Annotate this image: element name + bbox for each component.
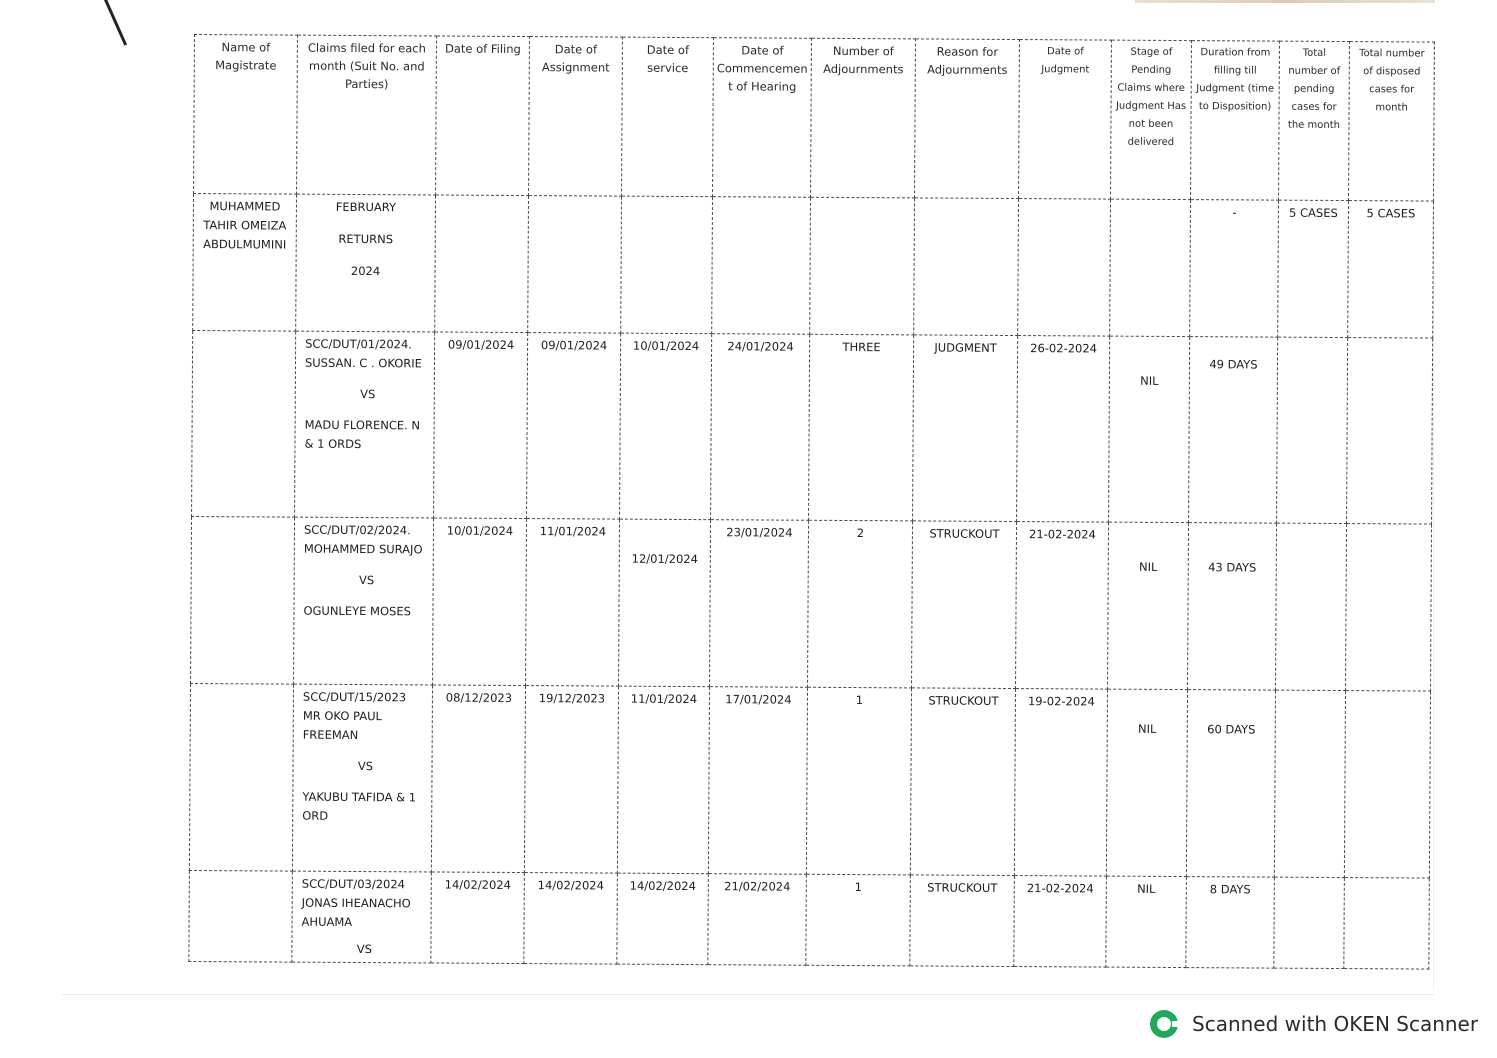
empty-cell	[1344, 691, 1430, 879]
empty-cell	[1344, 878, 1430, 970]
header-date-commencement: Date of Commencement of Hearing	[713, 38, 812, 198]
versus-label: VS	[360, 387, 376, 402]
date-service: 14/02/2024	[617, 873, 709, 965]
num-adjournments: 2	[808, 520, 913, 688]
date-assignment: 09/01/2024	[527, 333, 621, 520]
claimant: JONAS IHEANACHO AHUAMA	[301, 895, 411, 929]
magistrate-name: MUHAMMED TAHIR OMEIZA ABDULMUMINI	[193, 194, 297, 332]
table-row	[192, 330, 1433, 524]
header-date-filing: Date of Filing	[436, 36, 530, 196]
empty-cell	[712, 197, 811, 335]
pen-mark	[104, 0, 127, 46]
header-claims: Claims filed for each month (Suit No. and Parties)	[297, 35, 437, 195]
stage-pending: NIL	[1106, 876, 1187, 967]
header-magistrate: Name of Magistrate	[194, 35, 298, 195]
empty-cell	[528, 196, 622, 334]
defendant: OGUNLEYE MOSES	[303, 603, 411, 619]
num-adjournments: 1	[806, 687, 911, 875]
empty-cell	[914, 198, 1019, 336]
header-date-assignment: Date of Assignment	[529, 37, 623, 197]
date-commencement: 24/01/2024	[711, 334, 810, 521]
empty-cell	[1276, 523, 1347, 690]
suit-number: SCC/DUT/15/2023	[302, 689, 407, 705]
date-filing: 14/02/2024	[431, 872, 525, 964]
reason-adjournments: JUDGMENT	[913, 335, 1018, 522]
date-assignment: 19/12/2023	[524, 686, 618, 874]
empty-cell	[810, 197, 915, 335]
duration-value: 8 DAYS	[1186, 877, 1275, 969]
magistrate-row	[193, 194, 1434, 339]
month-label-cell	[296, 194, 436, 332]
header-total-pending: Total number of pending cases for the month	[1279, 41, 1350, 200]
claimant: MOHAMMED SURAJO	[303, 541, 423, 557]
empty-cell	[1274, 877, 1345, 968]
num-adjournments: THREE	[809, 334, 914, 521]
date-service: 10/01/2024	[620, 333, 712, 520]
table-row	[191, 516, 1432, 691]
duration-value: 49 DAYS	[1189, 337, 1278, 524]
header-stage-pending: Stage of Pending Claims where Judgment Has not been delivered	[1111, 40, 1192, 199]
empty-cell	[1346, 524, 1432, 692]
page-bottom-line	[62, 994, 1434, 995]
total-disposed-value: 5 CASES	[1348, 201, 1434, 339]
empty-cell	[192, 330, 296, 517]
header-total-disposed: Total number of disposed cases for month	[1349, 42, 1435, 202]
header-date-service: Date of service	[622, 37, 714, 197]
date-filing: 10/01/2024	[433, 518, 527, 686]
empty-cell	[1347, 338, 1433, 525]
empty-cell	[1110, 199, 1191, 336]
empty-cell	[1277, 337, 1348, 523]
empty-cell	[1274, 690, 1345, 877]
case-parties	[295, 331, 435, 518]
empty-cell	[621, 196, 713, 334]
header-num-adjournments: Number of Adjournments	[811, 38, 916, 198]
stage-pending: NIL	[1109, 336, 1190, 522]
oken-logo-icon	[1150, 1010, 1178, 1038]
stage-pending: NIL	[1108, 522, 1189, 689]
defendant: YAKUBU TAFIDA & 1 ORD	[302, 789, 417, 823]
versus-label: VS	[356, 942, 373, 957]
header-reason-adjournments: Reason for Adjournments	[915, 39, 1020, 199]
duration-value: 43 DAYS	[1188, 523, 1277, 691]
table-row	[189, 683, 1430, 878]
num-adjournments: 1	[806, 874, 911, 966]
paper-edge-strip	[1135, 0, 1435, 3]
case-parties	[292, 684, 432, 872]
returns-table	[188, 34, 1435, 970]
date-assignment: 11/01/2024	[526, 519, 620, 687]
versus-label: VS	[357, 759, 374, 774]
date-judgment: 21-02-2024	[1014, 876, 1107, 968]
date-assignment: 14/02/2024	[524, 873, 618, 965]
date-commencement: 23/01/2024	[710, 520, 809, 688]
date-service: 12/01/2024	[619, 519, 711, 687]
date-judgment: 21-02-2024	[1016, 522, 1109, 690]
suit-number: SCC/DUT/02/2024.	[303, 522, 411, 538]
returns-label: RETURNS	[338, 231, 394, 247]
returns-table-wrapper	[188, 34, 1434, 970]
empty-cell	[435, 195, 529, 333]
date-judgment: 26-02-2024	[1017, 336, 1110, 523]
year-label: 2024	[350, 263, 381, 279]
header-duration: Duration from filling till Judgment (time to Disposition)	[1191, 41, 1280, 201]
claimant: MR OKO PAUL FREEMAN	[302, 708, 383, 743]
month-name: FEBRUARY	[335, 199, 397, 215]
case-parties	[292, 871, 432, 963]
date-filing: 09/01/2024	[434, 332, 528, 519]
defendant: MADU FLORENCE. N & 1 ORDS	[304, 417, 421, 452]
date-commencement: 21/02/2024	[708, 874, 807, 966]
suit-number: SCC/DUT/01/2024.	[305, 336, 412, 352]
empty-cell	[189, 683, 293, 871]
versus-label: VS	[359, 573, 375, 588]
date-judgment: 19-02-2024	[1014, 689, 1107, 877]
reason-adjournments: STRUCKOUT	[910, 875, 1015, 967]
total-pending-value: 5 CASES	[1278, 200, 1349, 337]
case-parties	[294, 517, 434, 685]
scanner-watermark	[1150, 1008, 1490, 1040]
date-filing: 08/12/2023	[431, 685, 525, 873]
suit-number: SCC/DUT/03/2024	[301, 876, 406, 892]
duration-mark: -	[1190, 200, 1279, 338]
header-row	[194, 35, 1435, 202]
reason-adjournments: STRUCKOUT	[912, 521, 1017, 689]
empty-cell	[1018, 199, 1111, 337]
date-commencement: 17/01/2024	[708, 687, 807, 875]
duration-value: 60 DAYS	[1186, 690, 1275, 878]
claimant: SUSSAN. C . OKORIE	[304, 355, 423, 371]
table-row	[189, 870, 1430, 969]
date-service: 11/01/2024	[617, 686, 709, 874]
reason-adjournments: STRUCKOUT	[910, 688, 1015, 876]
header-date-judgment: Date of Judgment	[1019, 40, 1112, 200]
stage-pending: NIL	[1106, 689, 1187, 876]
empty-cell	[191, 516, 295, 684]
empty-cell	[189, 870, 293, 962]
scanner-label: Scanned with OKEN Scanner	[1192, 1012, 1479, 1036]
